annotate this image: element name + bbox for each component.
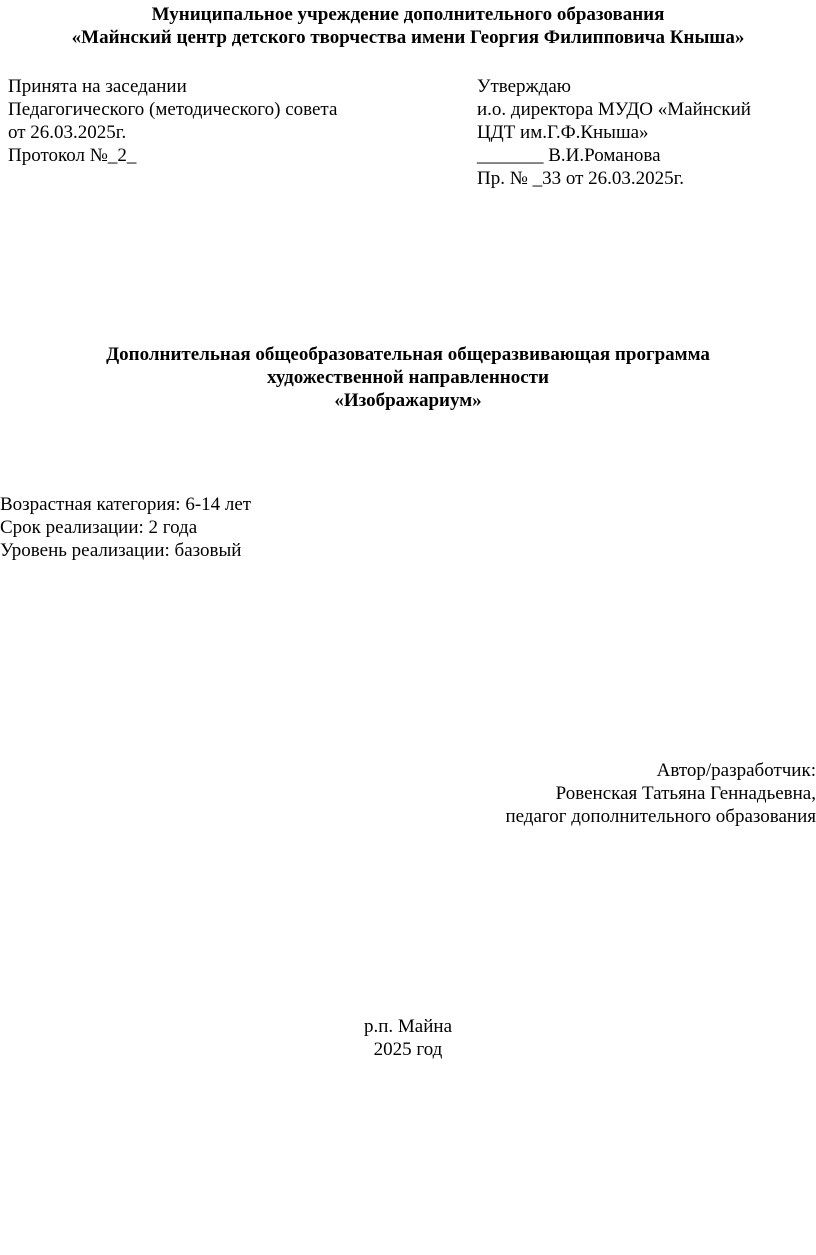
program-title (0, 343, 816, 412)
approved-date: от 26.03.2025г. (8, 122, 127, 143)
institution-short: ЦДТ им.Г.Ф.Кныша» (477, 122, 649, 143)
implementation-term: Срок реализации: 2 года (0, 517, 198, 538)
place-name: р.п. Майна (363, 1016, 452, 1037)
year: 2025 год (373, 1039, 443, 1060)
program-title-line1: Дополнительная общеобразовательная общеразвивающая программа (106, 344, 710, 365)
protocol-number: Протокол №_2_ (8, 145, 137, 166)
author-block (505, 759, 816, 828)
order-number: Пр. № _33 от 26.03.2025г. (477, 168, 685, 189)
confirm-heading: Утверждаю (477, 76, 571, 97)
org-name-line2: «Майнский центр детского творчества имени Георгия Филипповича Кныша» (71, 27, 745, 48)
implementation-level: Уровень реализации: базовый (0, 540, 242, 561)
approved-block (8, 75, 337, 167)
director-title: и.о. директора МУДО «Майнский (477, 99, 751, 120)
approved-line: Принята на заседании (8, 76, 187, 97)
author-name: Ровенская Татьяна Геннадьевна, (555, 783, 816, 804)
program-name: «Изображариум» (334, 390, 482, 411)
org-name-line1: Муниципальное учреждение дополнительного образования (151, 4, 665, 25)
program-params (0, 493, 251, 562)
director-signature: _______ В.И.Романова (477, 145, 661, 166)
author-label: Автор/разработчик: (656, 760, 816, 781)
author-position: педагог дополнительного образования (505, 806, 816, 827)
organization-header (0, 3, 816, 49)
council-line: Педагогического (методического) совета (8, 99, 338, 120)
confirm-block (477, 75, 751, 190)
footer (0, 1015, 816, 1061)
program-title-line2: художественной направленности (267, 367, 549, 388)
age-category: Возрастная категория: 6-14 лет (0, 494, 252, 515)
